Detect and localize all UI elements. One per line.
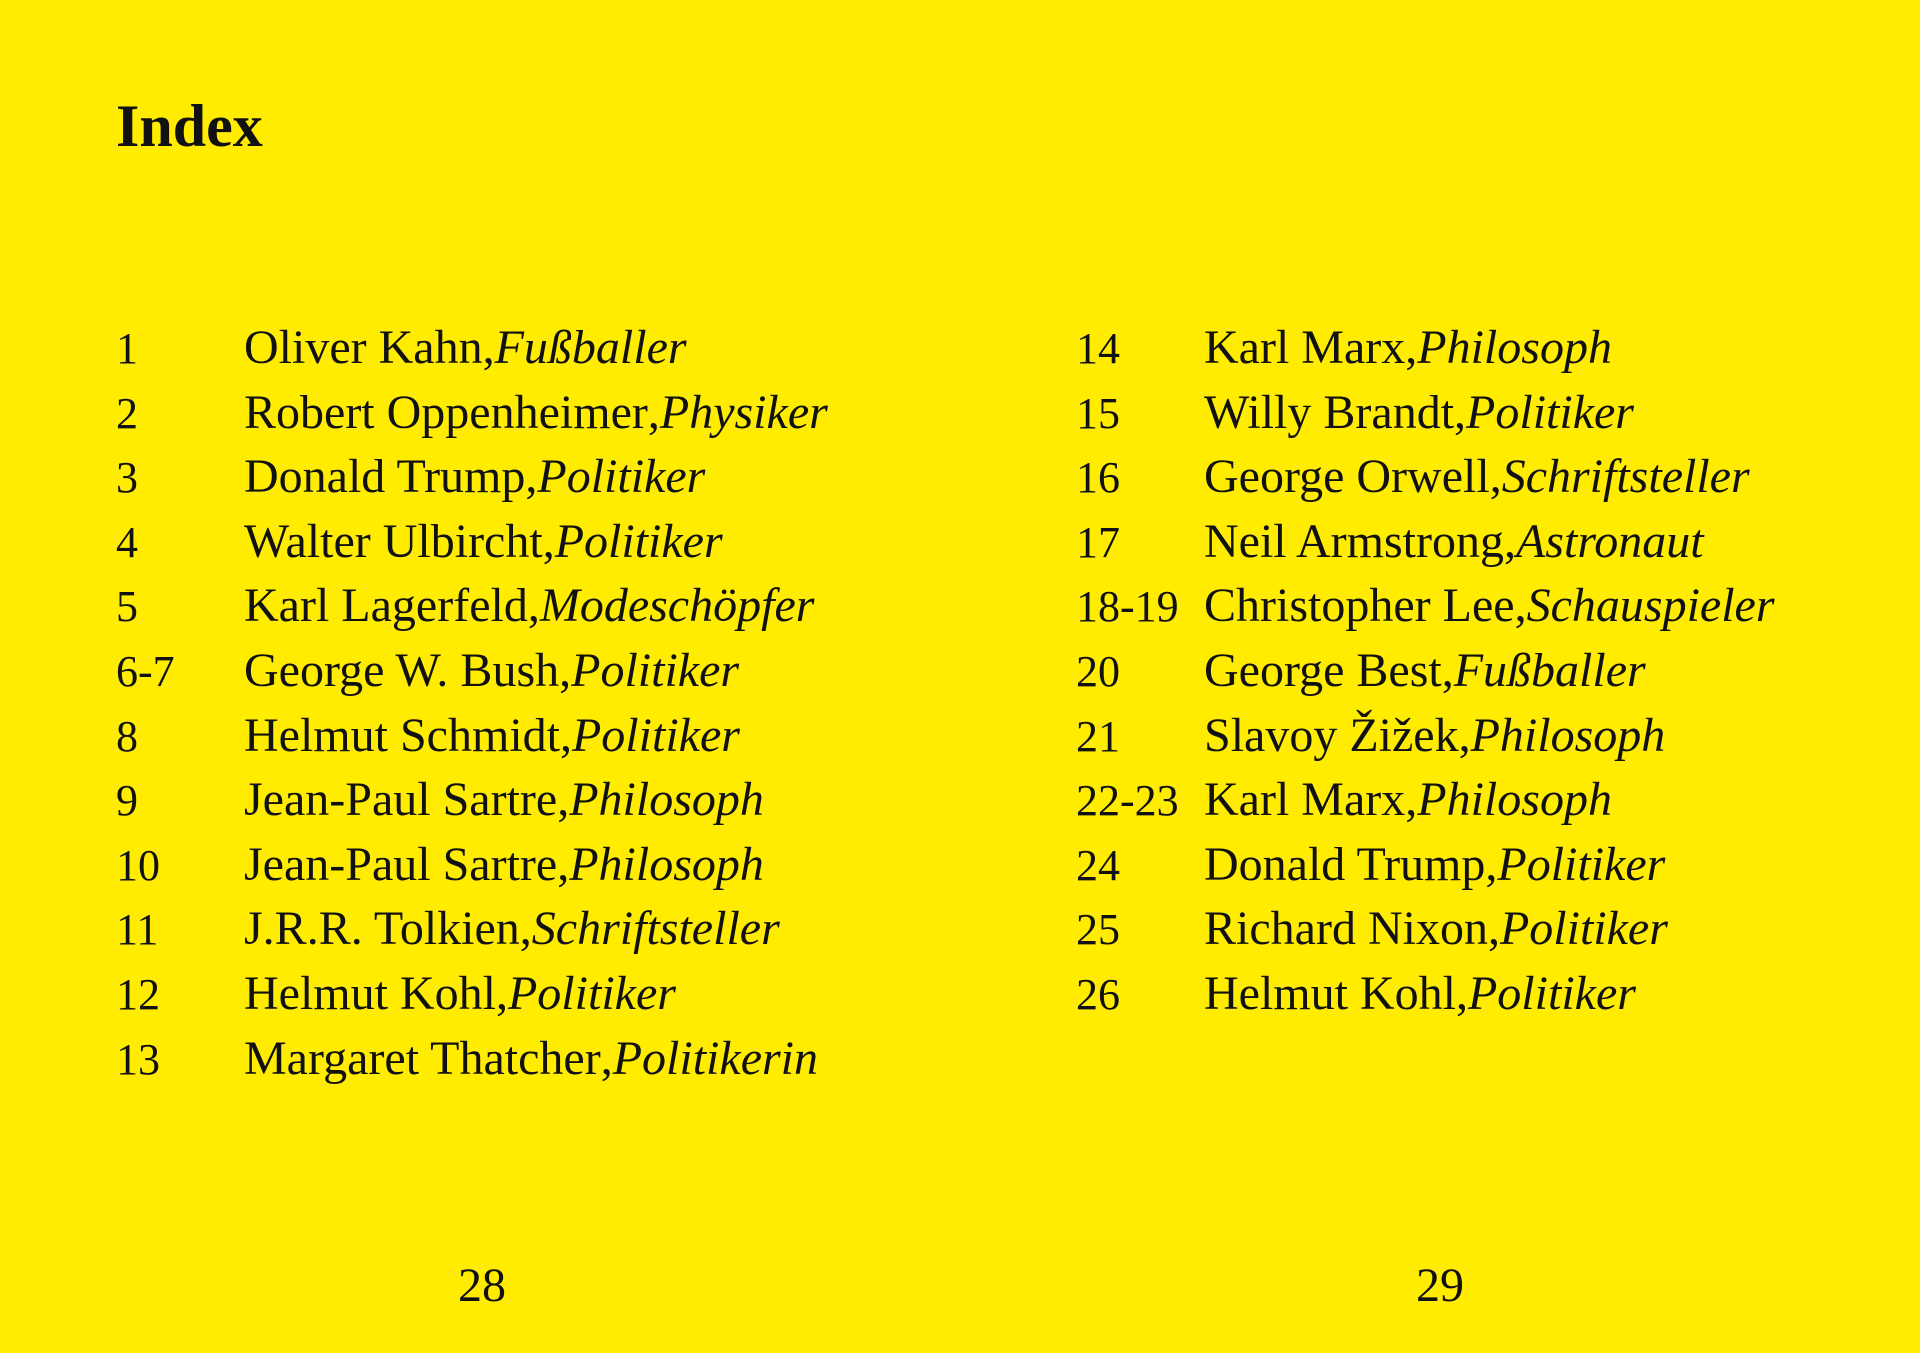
entry-page-number: 24 — [1076, 840, 1120, 890]
entry-person-name: Jean-Paul Sartre — [244, 773, 558, 827]
entry-page-number: 8 — [116, 711, 138, 761]
entry-page-number: 22-23 — [1076, 776, 1179, 826]
page-number-left: 28 — [458, 1259, 506, 1312]
index-entry: 1 Oliver Kahn , Fußballer — [116, 316, 828, 381]
index-entry: 5 Karl Lagerfeld , Modeschöpfer — [116, 574, 828, 639]
index-entry: 17 Neil Armstrong , Astronaut — [1076, 510, 1775, 575]
entry-person-role: Politikerin — [612, 1031, 819, 1085]
entry-person-role: Modeschöpfer — [539, 579, 815, 633]
entry-person-role: Politiker — [554, 514, 723, 568]
index-title: Index — [116, 93, 263, 159]
entry-page-number: 5 — [116, 582, 138, 632]
index-entry: 10 Jean-Paul Sartre , Philosoph — [116, 833, 828, 898]
entry-page-number: 25 — [1076, 905, 1120, 955]
entry-person-name: Helmut Schmidt — [244, 708, 560, 762]
entry-person-name: Oliver Kahn — [244, 321, 483, 374]
entry-person-name: George Orwell — [1204, 450, 1490, 504]
entry-person-role: Politiker — [571, 643, 740, 697]
entry-person-role: Astronaut — [1515, 514, 1704, 568]
index-entry: 11 J.R.R. Tolkien , Schriftsteller — [116, 897, 828, 962]
index-list-left — [116, 316, 828, 1091]
entry-person-role: Schriftsteller — [531, 902, 780, 956]
index-entry: 20 George Best , Fußballer — [1076, 639, 1775, 704]
entry-person-name: Walter Ulbircht — [244, 514, 543, 568]
entry-person-name: Helmut Kohl — [244, 966, 496, 1020]
entry-page-number: 2 — [116, 388, 138, 438]
entry-person-name: George Best — [1204, 643, 1442, 697]
index-entry: 3 Donald Trump , Politiker — [116, 445, 828, 510]
entry-page-number: 18-19 — [1076, 582, 1179, 632]
entry-person-role: Philosoph — [569, 837, 764, 891]
entry-page-number: 20 — [1076, 646, 1120, 696]
entry-page-number: 21 — [1076, 711, 1120, 761]
entry-person-role: Politiker — [537, 450, 706, 504]
entry-person-role: Politiker — [571, 708, 740, 762]
entry-person-name: Neil Armstrong — [1204, 514, 1504, 568]
entry-person-name: Jean-Paul Sartre — [244, 837, 558, 891]
entry-page-number: 14 — [1076, 324, 1120, 373]
index-list-right — [1076, 316, 1775, 1027]
index-entry: 21 Slavoy Žižek , Philosoph — [1076, 704, 1775, 769]
entry-page-number: 11 — [116, 905, 159, 955]
entry-person-role: Philosoph — [1417, 321, 1612, 374]
entry-person-role: Politiker — [1499, 902, 1668, 956]
entry-person-name: Richard Nixon — [1204, 902, 1488, 956]
entry-person-role: Politiker — [1466, 385, 1634, 439]
entry-page-number: 17 — [1076, 517, 1120, 567]
index-entry: 2 Robert Oppenheimer , Physiker — [116, 381, 828, 446]
entry-page-number: 16 — [1076, 453, 1120, 503]
index-entry: 26 Helmut Kohl , Politiker — [1076, 962, 1775, 1027]
entry-page-number: 9 — [116, 776, 138, 826]
index-entry: 18-19 Christopher Lee , Schauspieler — [1076, 574, 1775, 639]
index-entry: 9 Jean-Paul Sartre , Philosoph — [116, 768, 828, 833]
entry-person-name: Karl Marx — [1204, 773, 1406, 827]
entry-page-number: 3 — [116, 453, 138, 503]
entry-person-name: Willy Brandt — [1204, 385, 1455, 439]
entry-person-name: J.R.R. Tolkien — [244, 902, 520, 956]
index-entry: 4 Walter Ulbircht , Politiker — [116, 510, 828, 575]
entry-page-number: 10 — [116, 840, 160, 890]
entry-page-number: 1 — [116, 324, 138, 373]
entry-person-role: Fußballer — [1453, 643, 1646, 697]
entry-page-number: 15 — [1076, 388, 1120, 438]
entry-person-name: George W. Bush — [244, 643, 560, 697]
entry-person-role: Politiker — [507, 966, 676, 1020]
entry-person-name: Karl Marx — [1204, 321, 1406, 374]
entry-person-role: Schauspieler — [1526, 579, 1775, 633]
index-entry: 25 Richard Nixon , Politiker — [1076, 897, 1775, 962]
entry-person-name: Slavoy Žižek — [1204, 708, 1459, 762]
entry-person-name: Donald Trump — [244, 450, 526, 504]
entry-page-number: 6-7 — [116, 646, 175, 696]
entry-page-number: 12 — [116, 969, 160, 1019]
index-entry: 14 Karl Marx , Philosoph — [1076, 316, 1775, 381]
index-entry: 22-23 Karl Marx , Philosoph — [1076, 768, 1775, 833]
index-entry: 12 Helmut Kohl , Politiker — [116, 962, 828, 1027]
entry-person-role: Fußballer — [494, 321, 687, 374]
entry-person-name: Helmut Kohl — [1204, 966, 1456, 1020]
entry-person-role: Philosoph — [569, 773, 764, 827]
page-number-right: 29 — [1416, 1259, 1464, 1312]
entry-page-number: 26 — [1076, 969, 1120, 1019]
index-entry: 24 Donald Trump , Politiker — [1076, 833, 1775, 898]
index-entry: 16 George Orwell , Schriftsteller — [1076, 445, 1775, 510]
index-entry: 15 Willy Brandt , Politiker — [1076, 381, 1775, 446]
entry-person-role: Politiker — [1467, 966, 1636, 1020]
index-entry: 13 Margaret Thatcher , Politikerin — [116, 1027, 828, 1092]
entry-person-role: Schriftsteller — [1501, 450, 1750, 504]
entry-page-number: 4 — [116, 517, 138, 567]
entry-page-number: 13 — [116, 1034, 160, 1084]
entry-person-name: Karl Lagerfeld — [244, 579, 528, 633]
entry-person-name: Christopher Lee — [1204, 579, 1515, 633]
entry-person-role: Philosoph — [1417, 773, 1612, 827]
entry-person-role: Philosoph — [1470, 708, 1666, 762]
entry-person-name: Margaret Thatcher — [244, 1031, 601, 1085]
entry-person-role: Physiker — [659, 385, 828, 439]
index-entry: 8 Helmut Schmidt , Politiker — [116, 704, 828, 769]
index-entry: 6-7 George W. Bush , Politiker — [116, 639, 828, 704]
entry-person-name: Donald Trump — [1204, 837, 1486, 891]
entry-person-name: Robert Oppenheimer — [244, 385, 648, 439]
entry-person-role: Politiker — [1497, 837, 1666, 891]
